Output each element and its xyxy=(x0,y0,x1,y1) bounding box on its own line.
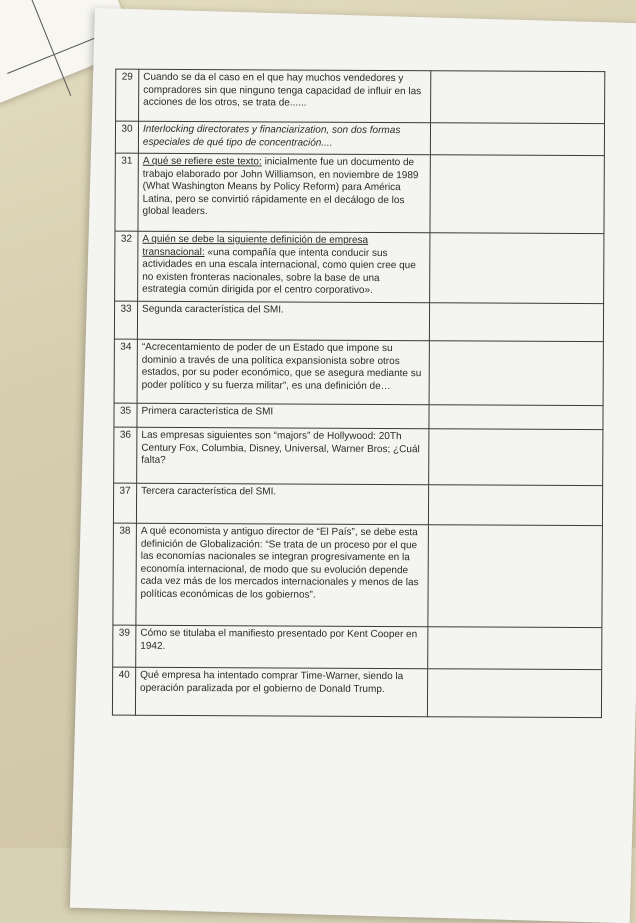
table-row xyxy=(114,339,603,406)
question-number: 36 xyxy=(114,427,137,483)
question-text: Primera característica de SMI xyxy=(137,403,429,429)
table-row xyxy=(115,153,604,234)
grid-line xyxy=(29,0,71,96)
answer-cell[interactable] xyxy=(429,303,603,342)
question-number: 38 xyxy=(113,523,137,625)
answer-cell[interactable] xyxy=(430,123,604,156)
question-text: Qué empresa ha intentado comprar Time-Warner, siendo la operación paralizada por el gobierno de Donald Trump. xyxy=(135,667,427,717)
table-row xyxy=(114,427,603,486)
question-text: Las empresas siguientes son “majors” de Hollywood: 20Th Century Fox, Columbia, Disney, Universal, Warner Bros; ¿Cuál falta? xyxy=(137,427,429,485)
answer-cell[interactable] xyxy=(428,627,602,670)
question-text xyxy=(138,231,430,303)
table-row xyxy=(115,231,604,304)
question-number: 32 xyxy=(115,231,138,301)
question-text: A qué economista y antiguo director de “El País”, se debe esta definición de Globalización: “Se trata de un proceso por el que las economías nacionales se integran progresivamente en la economía internacional, de modo que su evolución depende cada vez más de los mercados internacionales y menos de las políticas económicas de los gobiernos”. xyxy=(136,523,429,627)
table-row xyxy=(113,483,602,526)
answer-cell[interactable] xyxy=(430,233,604,304)
table-row xyxy=(116,69,605,124)
question-number: 37 xyxy=(113,483,136,523)
answer-cell[interactable] xyxy=(430,155,604,234)
table-row xyxy=(113,625,602,670)
question-text: Tercera característica del SMI. xyxy=(136,483,428,525)
question-text: Cómo se titulaba el manifiesto presentado por Kent Cooper en 1942. xyxy=(136,625,428,669)
question-text: Segunda característica del SMI. xyxy=(137,301,429,341)
question-number: 35 xyxy=(114,403,137,427)
question-number: 34 xyxy=(114,339,137,403)
table-row xyxy=(115,121,604,156)
question-number: 31 xyxy=(115,153,138,231)
question-number: 40 xyxy=(112,667,135,715)
answer-cell[interactable] xyxy=(427,669,601,718)
answer-cell[interactable] xyxy=(429,341,603,406)
question-body: inicialmente fue un documento de trabajo elaborado por John Williamson, en noviembre de 1989 (What Washington Means by Policy Reform) para América Latina, pero se convirtió rápidamente en el decálogo de los global leaders. xyxy=(142,156,419,218)
question-number: 39 xyxy=(113,625,136,667)
question-text: “Acrecentamiento de poder de un Estado que impone su dominio a través de una política expansionista sobre otros estados, por su poder económico, que se asegura mediante su poder político y su fuerza militar”, es una definición de… xyxy=(137,339,429,405)
answer-cell[interactable] xyxy=(428,525,603,628)
question-number: 29 xyxy=(116,69,139,121)
question-table xyxy=(112,69,605,719)
table-row xyxy=(114,301,603,342)
question-lead: A qué se refiere este texto: xyxy=(142,155,262,168)
question-body: «una compañía que intenta conducir sus actividades en una escala internacional, como quien cree que no existen fronteras nacionales, sobre la base de una estrategia común dirigida por el centro corporativo». xyxy=(142,246,416,296)
question-sheet xyxy=(70,8,636,923)
question-number: 30 xyxy=(115,121,138,153)
table-row xyxy=(113,523,603,628)
table-row xyxy=(114,403,603,430)
answer-cell[interactable] xyxy=(429,405,603,430)
question-text: Interlocking directorates y financiarization, son dos formas especiales de qué tipo de concentración.... xyxy=(138,121,430,155)
question-text xyxy=(138,153,430,233)
answer-cell[interactable] xyxy=(431,71,605,124)
question-text: Cuando se da el caso en el que hay muchos vendedores y compradores sin que ninguno tenga capacidad de influir en las acciones de los otros, se trata de...... xyxy=(139,69,431,123)
answer-cell[interactable] xyxy=(429,429,603,486)
question-number: 33 xyxy=(114,301,137,339)
table-row xyxy=(112,667,601,718)
question-lead: A quién se debe la siguiente definición de empresa transnacional: xyxy=(142,233,369,258)
answer-cell[interactable] xyxy=(428,485,602,526)
